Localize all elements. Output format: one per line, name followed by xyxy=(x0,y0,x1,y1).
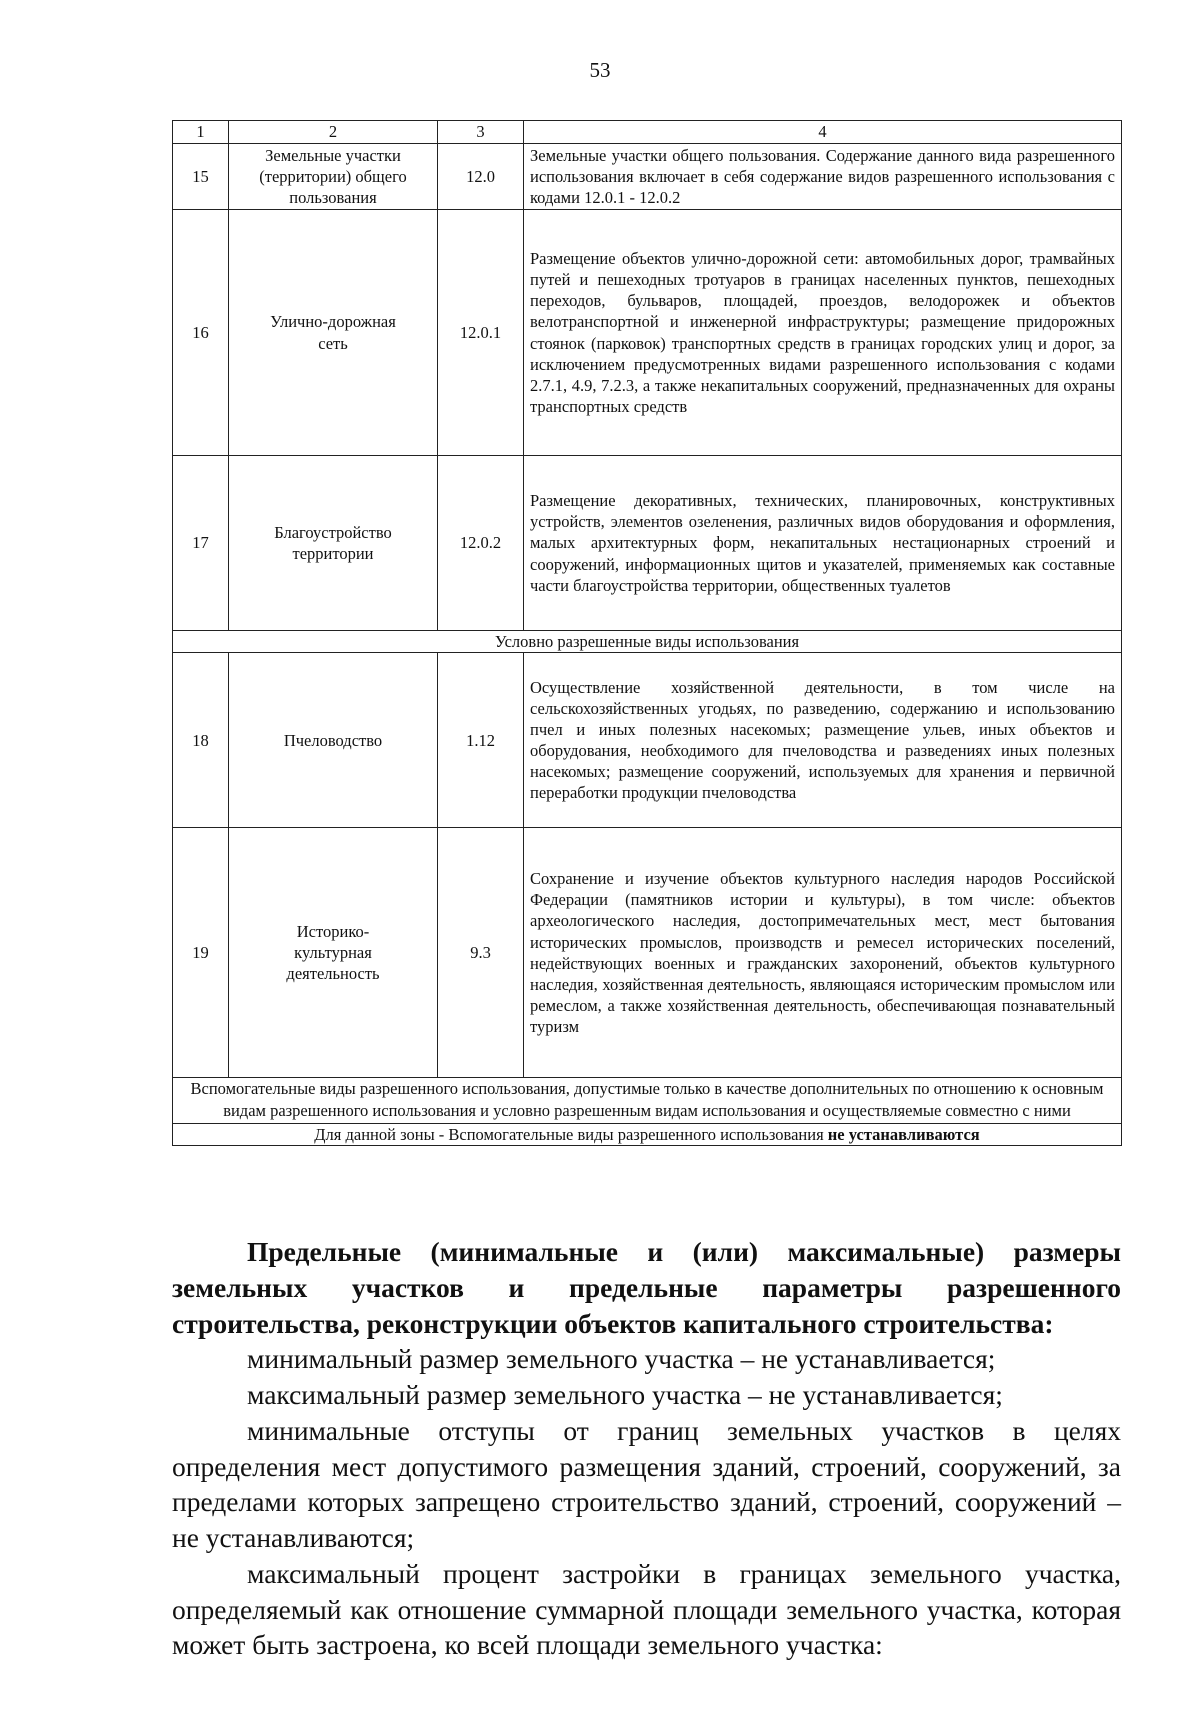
table-header-row xyxy=(173,121,1122,144)
row-name: Благоустройство территории xyxy=(229,456,438,631)
row-number: 16 xyxy=(173,210,229,456)
header-col-3: 3 xyxy=(438,121,524,144)
row-number: 17 xyxy=(173,456,229,631)
row-number: 18 xyxy=(173,653,229,828)
section-auxiliary-row xyxy=(173,1078,1122,1124)
parameters-section xyxy=(172,1234,1121,1663)
table-row xyxy=(173,144,1122,210)
parameter-item: минимальный размер земельного участка – не устанавливается; xyxy=(247,1343,996,1375)
row-description: Размещение объектов улично-дорожной сети: автомобильных дорог, трамвайных путей и пешеходных тротуаров в границах населенных пунктов, пешеходных переходов, бульваров, площадей, проездов, велодорожек и объектов велотранспортной и инженерной инфраструктуры; размещение придорожных стоянок (парковок) транспортных средств в границах городских улиц и дорог, за исключением предусмотренных видами разрешенного использования с кодами 2.7.1, 4.9, 7.2.3, а также некапитальных сооружений, предназначенных для охраны транспортных средств xyxy=(524,210,1122,456)
row-description: Земельные участки общего пользования. Содержание данного вида разрешенного использования включает в себя содержание видов разрешенного использования с кодами 12.0.1 - 12.0.2 xyxy=(524,144,1122,210)
row-code: 1.12 xyxy=(438,653,524,828)
row-name: Земельные участки (территории) общего пользования xyxy=(229,144,438,210)
page-number: 53 xyxy=(589,58,611,82)
parameter-item: максимальный процент застройки в границах земельного участка, определяемый как отношение суммарной площади земельного участка, которая может быть застроена, ко всей площади земельного участка: xyxy=(172,1557,1121,1661)
parameters-heading: Предельные (минимальные и (или) максимальные) размеры земельных участков и предельные параметры разрешенного xyxy=(172,1236,1121,1303)
parameter-item: минимальные отступы от границ земельных участков в целях определения мест допустимого размещения зданий, строений, сооружений, за пределами которых запрещено строительство зданий, строений, сооружений – не устанавливаются; xyxy=(172,1414,1121,1553)
row-description: Размещение декоративных, технических, планировочных, конструктивных устройств, элементов озеленения, различных видов оборудования и оформления, малых архитектурных форм, некапитальных нестационарных строений и сооружений, информационных щитов и указателей, применяемых как составные части благоустройства территории, общественных туалетов xyxy=(524,456,1122,631)
row-description: Сохранение и изучение объектов культурного наследия народов Российской Федерации (памятников истории и культуры), в том числе: объектов археологического наследия, достопримечательных мест, мест бытования исторических промыслов, производств и ремесел исторических поселений, недействующих военных и гражданских захоронений, объектов культурного наследия, хозяйственная деятельность, являющаяся историческим промыслом или ремеслом, а также хозяйственная деятельность, обеспечивающая познавательный туризм xyxy=(524,828,1122,1078)
table-row xyxy=(173,210,1122,456)
auxiliary-note-row xyxy=(173,1123,1122,1145)
section-auxiliary-title: Вспомогательные виды разрешенного использования, допустимые только в качестве дополнительных по отношению к основным видам разрешенного использования и условно разрешенным видам использования и осуществляемые совместно с ними xyxy=(173,1078,1122,1124)
row-code: 12.0.2 xyxy=(438,456,524,631)
section-conditional-row xyxy=(173,631,1122,653)
row-number: 15 xyxy=(173,144,229,210)
row-code: 12.0 xyxy=(438,144,524,210)
auxiliary-note-bold: не устанавливаются xyxy=(827,1124,980,1144)
section-conditional-title: Условно разрешенные виды использования xyxy=(173,631,1122,653)
parameters-heading-end: строительства, реконструкции объектов капитального строительства: xyxy=(172,1307,1054,1339)
header-col-1: 1 xyxy=(173,121,229,144)
row-name: Историко-культурная деятельность xyxy=(229,828,438,1078)
land-use-table xyxy=(172,120,1122,1146)
header-col-2: 2 xyxy=(229,121,438,144)
table-row xyxy=(173,828,1122,1078)
auxiliary-note-text: Для данной зоны - Вспомогательные виды разрешенного использования xyxy=(314,1124,828,1144)
header-col-4: 4 xyxy=(524,121,1122,144)
table-row xyxy=(173,456,1122,631)
auxiliary-note xyxy=(173,1123,1122,1145)
row-description: Осуществление хозяйственной деятельности, в том числе на сельскохозяйственных угодьях, по разведению, содержанию и использованию пчел и иных полезных насекомых; размещение ульев, иных объектов и оборудования, необходимого для пчеловодства и разведениях иных полезных насекомых; размещение сооружений, используемых для хранения и первичной переработки продукции пчеловодства xyxy=(524,653,1122,828)
row-number: 19 xyxy=(173,828,229,1078)
row-code: 9.3 xyxy=(438,828,524,1078)
row-name: Улично-дорожная сеть xyxy=(229,210,438,456)
table-row xyxy=(173,653,1122,828)
row-name: Пчеловодство xyxy=(229,653,438,828)
parameter-item: максимальный размер земельного участка – не устанавливается; xyxy=(247,1379,1003,1410)
row-code: 12.0.1 xyxy=(438,210,524,456)
